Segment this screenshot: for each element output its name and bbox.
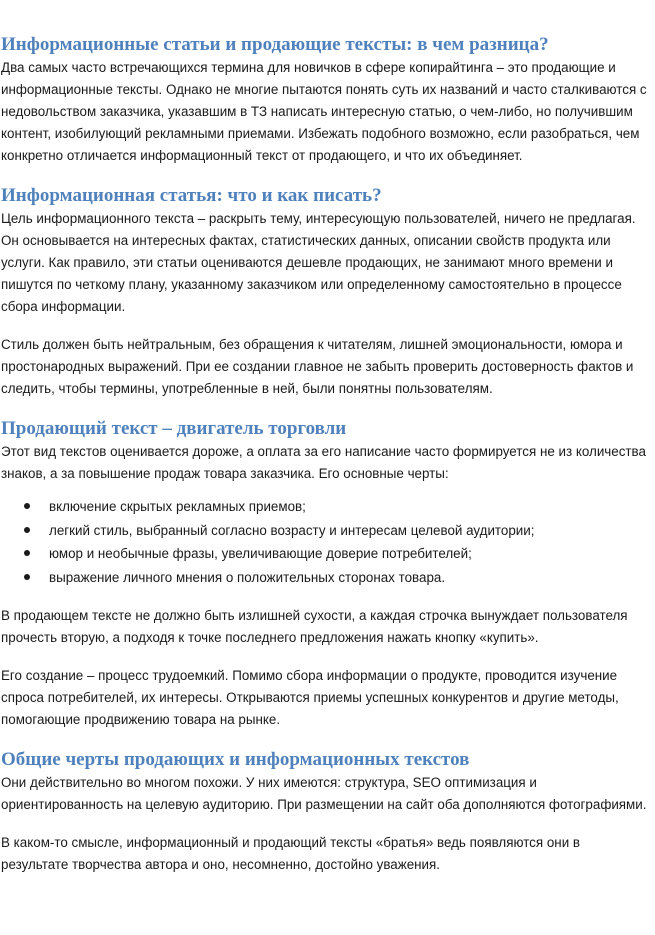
paragraph: В каком-то смысле, информационный и продающий тексты «братья» ведь появляются они в результате творчества автора и оно, несомненно, достойно уважения. xyxy=(1,835,581,872)
section-heading-selling: Продающий текст – двигатель торговли xyxy=(1,418,347,439)
list-item xyxy=(1,495,651,519)
list-item-text: выражение личного мнения о положительных сторонах товара. xyxy=(49,569,446,585)
list-item-text: легкий стиль, выбранный согласно возрасту и интересам целевой аудитории; xyxy=(49,522,535,538)
list-item xyxy=(1,566,651,590)
bullet-icon xyxy=(24,574,30,580)
section-heading-common: Общие черты продающих и информационных текстов xyxy=(1,749,470,770)
bullet-icon xyxy=(24,550,30,556)
bullet-icon xyxy=(24,503,30,509)
paragraph: В продающем тексте не должно быть излишней сухости, а каждая строчка вынуждает пользователя прочесть вторую, а подходя к точке последнего предложения нажать кнопку «купить». xyxy=(1,608,628,645)
list-item-text: включение скрытых рекламных приемов; xyxy=(49,499,306,514)
section-heading-informational: Информационная статья: что и как писать? xyxy=(1,185,382,206)
paragraph: Они действительно во многом похожи. У них имеются: структура, SEO оптимизация и ориентированность на целевую аудиторию. При размещении на сайт оба дополняются фотографиями. xyxy=(1,775,647,812)
list-item-text: юмор и необычные фразы, увеличивающие доверие потребителей; xyxy=(49,546,472,561)
features-list xyxy=(1,495,651,589)
list-item xyxy=(1,542,651,566)
paragraph: Стиль должен быть нейтральным, без обращения к читателям, лишней эмоциональности, юмора и простонародных выражений. При ее создании главное не забыть проверить достоверность фактов и следить, чтобы термины, употребленные в ней, были понятны пользователям. xyxy=(1,337,634,396)
paragraph: Этот вид текстов оценивается дороже, а оплата за его написание часто формируется не из количества знаков, а за повышение продаж товара заказчика. Его основные черты: xyxy=(1,444,646,481)
paragraph: Цель информационного текста – раскрыть тему, интересующую пользователей, ничего не предлагая. Он основывается на интересных фактах, статистических данных, описании свойств продукта или услуги. Как правило, эти статьи оцениваются дешевле продающих, не занимают много времени и пишутся по четкому плану, указанному заказчиком или определенному самостоятельно в процессе сбора информации. xyxy=(1,211,636,314)
bullet-icon xyxy=(24,527,30,533)
list-item xyxy=(1,519,651,543)
paragraph: Его создание – процесс трудоемкий. Помимо сбора информации о продукте, проводится изучение спроса потребителей, их интересы. Открываются приемы успешных конкурентов и другие методы, помогающие продвижению товара на рынке. xyxy=(1,668,619,727)
section-heading-differences: Информационные статьи и продающие тексты: в чем разница? xyxy=(1,34,549,55)
paragraph: Два самых часто встречающихся термина для новичков в сфере копирайтинга – это продающие и информационные тексты. Однако не многие пытаются понять суть их названий и часто сталкиваются с недовольством заказчика, указавшим в ТЗ написать интересную статью, о чем-либо, но получившим контент, изобилующий рекламными приемами. Избежать подобного возможно, если разобраться, чем конкретно отличается информационный текст от продающего, и что их объединяет. xyxy=(1,60,647,163)
